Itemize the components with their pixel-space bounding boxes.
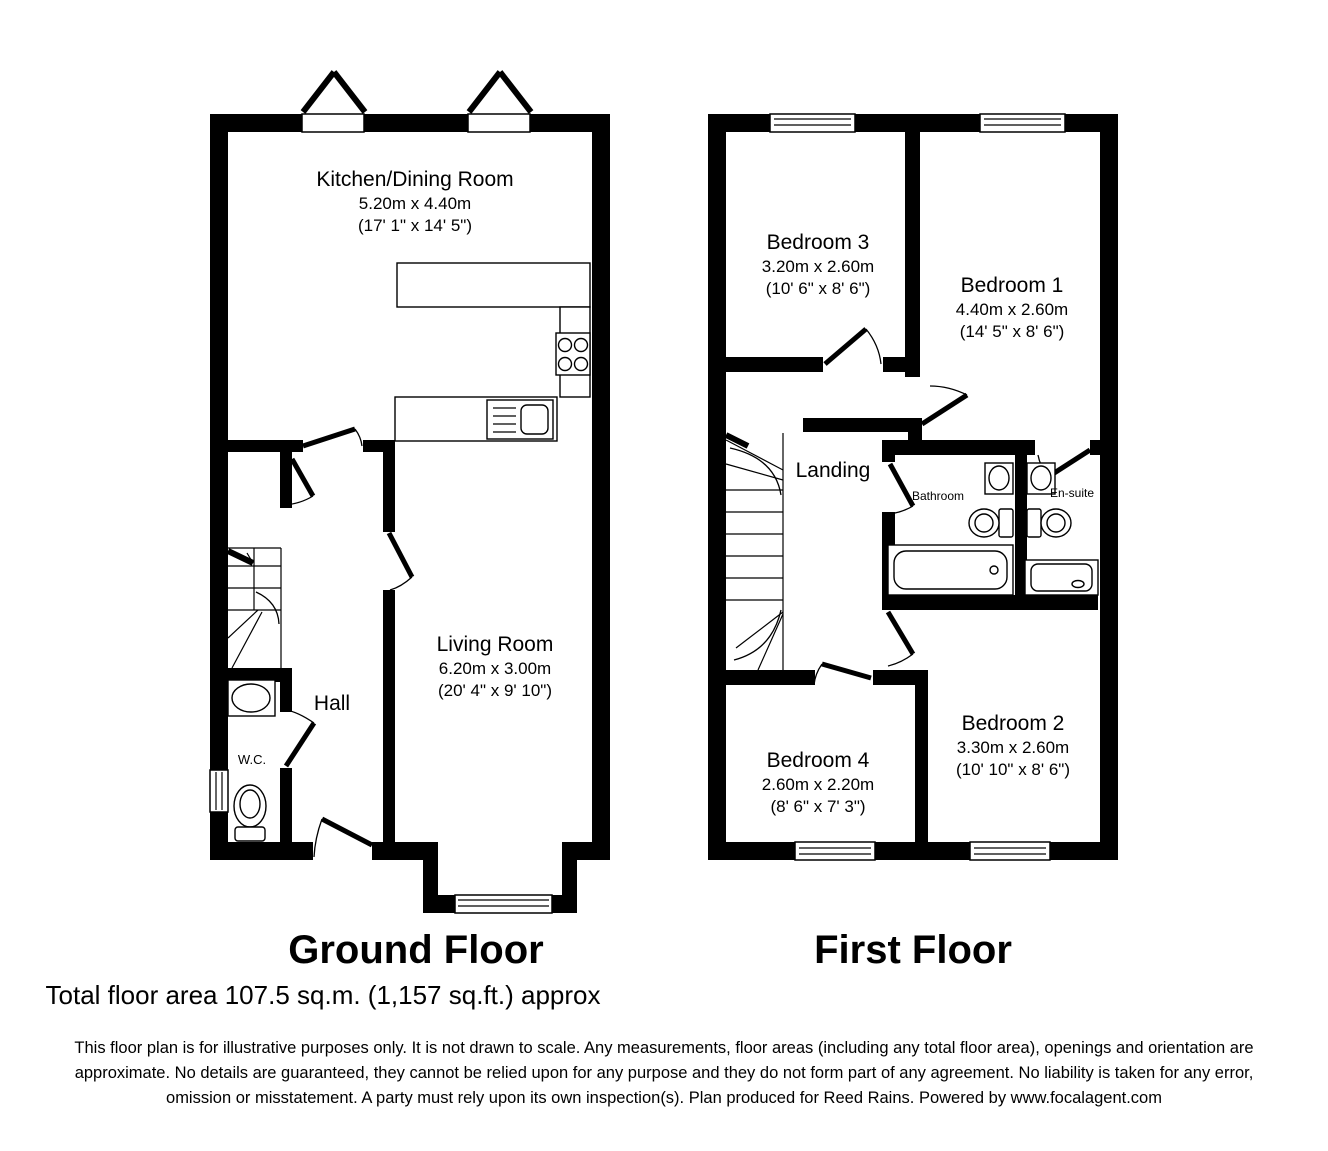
- first-floor-doors: [814, 329, 1090, 685]
- room-name: Bedroom 4: [766, 749, 870, 772]
- room-dims-metric: 4.40m x 2.60m: [955, 300, 1069, 320]
- bath-icon: [888, 545, 1013, 595]
- room-label-hall: Hall: [313, 692, 351, 715]
- room-label-bedroom-3: [708, 229, 928, 300]
- shower-icon: [1025, 560, 1098, 595]
- kitchen-sink-icon: [487, 400, 553, 439]
- wc-toilet-icon: [234, 785, 266, 841]
- room-label-bedroom-1: [902, 272, 1122, 343]
- first-floor-title: First Floor: [814, 928, 1012, 972]
- room-label-landing: Landing: [795, 459, 871, 482]
- room-dims-metric: 3.30m x 2.60m: [956, 738, 1070, 758]
- room-dims-imperial: (10' 6" x 8' 6"): [765, 279, 871, 299]
- room-dims-metric: 2.60m x 2.20m: [761, 775, 875, 795]
- room-name: Bedroom 2: [961, 712, 1065, 735]
- room-dims-imperial: (10' 10" x 8' 6"): [955, 760, 1070, 780]
- room-name: Living Room: [436, 633, 554, 656]
- ensuite-toilet-icon: [1027, 509, 1071, 537]
- room-name: Bedroom 1: [960, 274, 1064, 297]
- room-dims-imperial: (17' 1" x 14' 5"): [357, 216, 472, 236]
- stairs-icon: [228, 548, 281, 668]
- room-name: Bedroom 3: [766, 231, 870, 254]
- total-floor-area: Total floor area 107.5 sq.m. (1,157 sq.ft.) approx: [45, 980, 601, 1010]
- room-dims-imperial: (14' 5" x 8' 6"): [959, 322, 1065, 342]
- disclaimer-text: This floor plan is for illustrative purposes only. It is not drawn to scale. Any measurements, floor areas (including any total floor area), openings and orientation are approximate. No details are guaranteed, they cannot be relied upon for any purpose and they do not form part of any agreement. No liability is taken for any error, omission or misstatement. A party must rely upon its own inspection(s). Plan produced for Reed Rains. Powered by www.focalagent.com: [74, 1039, 1254, 1108]
- room-label-bedroom-4: [718, 747, 918, 818]
- hob-icon: [556, 333, 590, 375]
- room-label-wc: W.C.: [237, 752, 267, 767]
- room-label-bathroom: Bathroom: [911, 489, 965, 503]
- bathroom-sink-icon: [985, 463, 1013, 494]
- bathroom-toilet-icon: [969, 509, 1013, 537]
- room-dims-imperial: (20' 4" x 9' 10"): [437, 681, 552, 701]
- room-name: Kitchen/Dining Room: [316, 168, 514, 191]
- french-doors-icon: [303, 72, 531, 112]
- wc-sink-icon: [228, 680, 275, 716]
- room-label-living-room: [375, 631, 615, 702]
- ground-floor-title: Ground Floor: [288, 928, 544, 972]
- room-dims-imperial: (8' 6" x 7' 3"): [770, 797, 866, 817]
- room-dims-metric: 3.20m x 2.60m: [761, 257, 875, 277]
- room-label-ensuite: En-suite: [1049, 486, 1095, 500]
- room-dims-metric: 5.20m x 4.40m: [358, 194, 472, 214]
- room-dims-metric: 6.20m x 3.00m: [438, 659, 552, 679]
- room-label-bedroom-2: [903, 710, 1123, 781]
- room-label-kitchen: [265, 166, 565, 237]
